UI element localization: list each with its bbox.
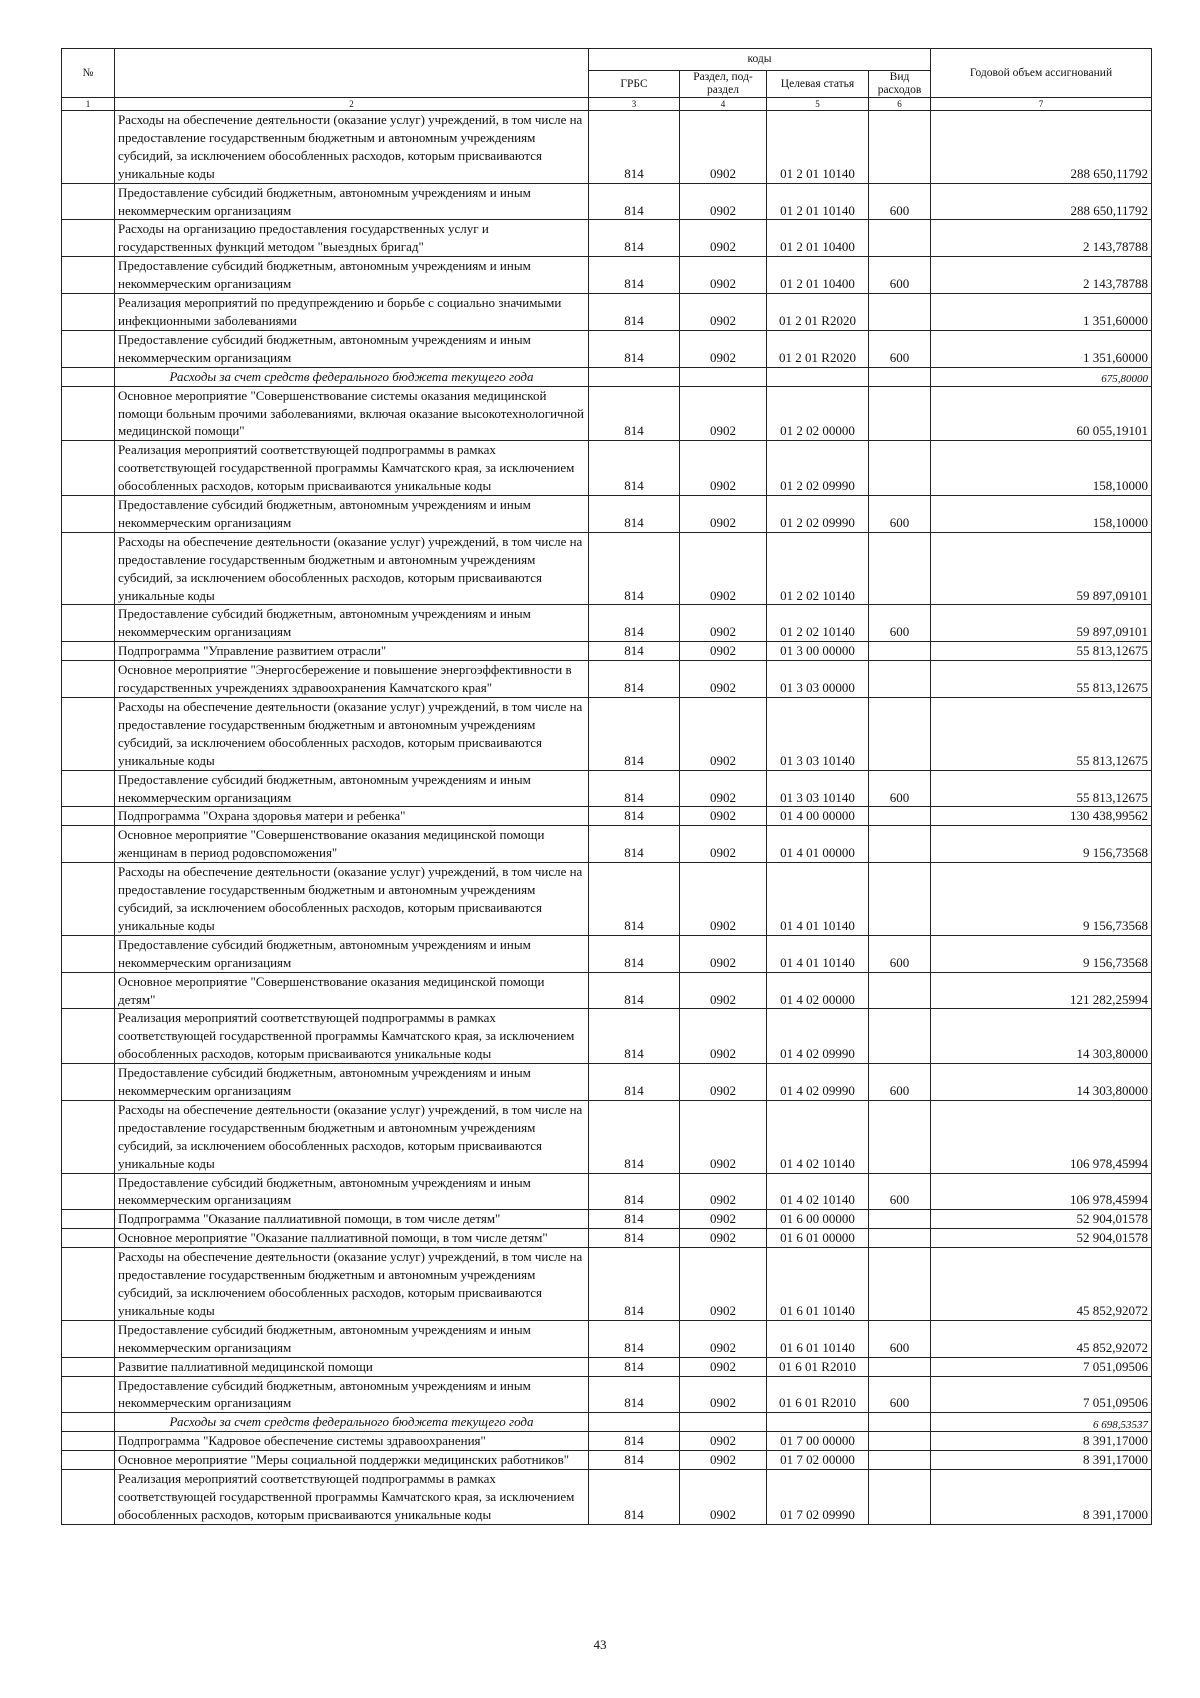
row-description: Предоставление субсидий бюджетным, автономным учреждениям и иным некоммерческим организациям: [115, 605, 589, 642]
row-number-cell: [62, 1210, 115, 1229]
expense-type-cell: [869, 1248, 931, 1321]
row-number-cell: [62, 807, 115, 826]
row-description: Подпрограмма "Охрана здоровья матери и ребенка": [115, 807, 589, 826]
grbs-cell: 814: [589, 1210, 680, 1229]
row-number-cell: [62, 605, 115, 642]
expense-type-cell: 600: [869, 257, 931, 294]
table-row: [62, 1470, 1152, 1525]
table-row: [62, 1229, 1152, 1248]
row-description: Предоставление субсидий бюджетным, автономным учреждениям и иным некоммерческим организациям: [115, 330, 589, 367]
grbs-cell: 814: [589, 257, 680, 294]
target-article-cell: 01 4 00 00000: [767, 807, 869, 826]
amount-cell: 7 051,09506: [931, 1376, 1152, 1413]
row-number-cell: [62, 1009, 115, 1064]
budget-allocation-table: [61, 48, 1152, 1525]
table-row: [62, 386, 1152, 441]
grbs-cell: 814: [589, 532, 680, 605]
expense-type-cell: [869, 1229, 931, 1248]
table-row: [62, 698, 1152, 771]
expense-type-cell: [869, 807, 931, 826]
expense-type-cell: [869, 1357, 931, 1376]
grbs-cell: 814: [589, 863, 680, 936]
expense-type-cell: [869, 111, 931, 184]
amount-cell: 675,80000: [931, 367, 1152, 386]
amount-cell: 55 813,12675: [931, 698, 1152, 771]
column-number: 2: [115, 98, 589, 111]
row-number-cell: [62, 698, 115, 771]
header-section: Раздел, под-раздел: [680, 71, 767, 98]
amount-cell: 14 303,80000: [931, 1064, 1152, 1101]
target-article-cell: 01 2 02 09990: [767, 496, 869, 533]
target-article-cell: 01 4 01 00000: [767, 826, 869, 863]
grbs-cell: 814: [589, 1357, 680, 1376]
grbs-cell: 814: [589, 1064, 680, 1101]
expense-type-cell: [869, 1451, 931, 1470]
row-description: Предоставление субсидий бюджетным, автономным учреждениям и иным некоммерческим организациям: [115, 935, 589, 972]
row-description: Предоставление субсидий бюджетным, автономным учреждениям и иным некоммерческим организациям: [115, 770, 589, 807]
target-article-cell: 01 2 01 10400: [767, 257, 869, 294]
target-article-cell: 01 4 02 10140: [767, 1173, 869, 1210]
row-number-cell: [62, 294, 115, 331]
note-description: Расходы за счет средств федерального бюджета текущего года: [115, 367, 589, 386]
section-cell: 0902: [680, 1009, 767, 1064]
table-row: [62, 605, 1152, 642]
grbs-cell: 814: [589, 642, 680, 661]
grbs-cell: [589, 1413, 680, 1432]
column-number: 5: [767, 98, 869, 111]
row-number-cell: [62, 330, 115, 367]
expense-type-cell: 600: [869, 770, 931, 807]
expense-type-cell: 600: [869, 330, 931, 367]
grbs-cell: 814: [589, 496, 680, 533]
amount-cell: 288 650,11792: [931, 111, 1152, 184]
grbs-cell: 814: [589, 183, 680, 220]
target-article-cell: 01 4 02 00000: [767, 972, 869, 1009]
row-number-cell: [62, 863, 115, 936]
section-cell: 0902: [680, 111, 767, 184]
section-cell: 0902: [680, 1432, 767, 1451]
expense-type-cell: 600: [869, 1064, 931, 1101]
amount-cell: 130 438,99562: [931, 807, 1152, 826]
federal-budget-note-row: [62, 1413, 1152, 1432]
target-article-cell: 01 6 00 00000: [767, 1210, 869, 1229]
expense-type-cell: [869, 532, 931, 605]
section-cell: 0902: [680, 257, 767, 294]
expense-type-cell: [869, 294, 931, 331]
grbs-cell: 814: [589, 770, 680, 807]
target-article-cell: 01 7 02 09990: [767, 1470, 869, 1525]
row-number-cell: [62, 770, 115, 807]
table-row: [62, 972, 1152, 1009]
header-target-article: Целевая статья: [767, 71, 869, 98]
grbs-cell: 814: [589, 441, 680, 496]
expense-type-cell: 600: [869, 1173, 931, 1210]
amount-cell: 14 303,80000: [931, 1009, 1152, 1064]
note-description: Расходы за счет средств федерального бюджета текущего года: [115, 1413, 589, 1432]
target-article-cell: 01 3 03 10140: [767, 770, 869, 807]
table-row: [62, 1064, 1152, 1101]
target-article-cell: 01 2 01 10140: [767, 183, 869, 220]
row-number-cell: [62, 1064, 115, 1101]
table-row: [62, 257, 1152, 294]
expense-type-cell: [869, 1210, 931, 1229]
section-cell: 0902: [680, 386, 767, 441]
expense-type-cell: [869, 386, 931, 441]
section-cell: [680, 1413, 767, 1432]
grbs-cell: 814: [589, 1432, 680, 1451]
expense-type-cell: [869, 698, 931, 771]
section-cell: 0902: [680, 1248, 767, 1321]
target-article-cell: 01 3 03 00000: [767, 661, 869, 698]
expense-type-cell: [869, 661, 931, 698]
target-article-cell: 01 6 01 R2010: [767, 1357, 869, 1376]
target-article-cell: [767, 1413, 869, 1432]
section-cell: 0902: [680, 972, 767, 1009]
row-description: Реализация мероприятий соответствующей подпрограммы в рамках соответствующей государственной программы Камчатского края, за исключением обособленных расходов, которым присваиваются уникальные коды: [115, 441, 589, 496]
header-annual-volume: Годовой объем ассигнований: [931, 49, 1152, 98]
row-description: Расходы на обеспечение деятельности (оказание услуг) учреждений, в том числе на предоставление государственным бюджетным и автономным учреждениям субсидий, за исключением обособленных расходов, которым присваиваются уникальные коды: [115, 1248, 589, 1321]
row-number-cell: [62, 826, 115, 863]
grbs-cell: 814: [589, 1100, 680, 1173]
grbs-cell: 814: [589, 111, 680, 184]
row-description: Предоставление субсидий бюджетным, автономным учреждениям и иным некоммерческим организациям: [115, 257, 589, 294]
table-row: [62, 1100, 1152, 1173]
target-article-cell: 01 7 02 00000: [767, 1451, 869, 1470]
amount-cell: 60 055,19101: [931, 386, 1152, 441]
amount-cell: 158,10000: [931, 496, 1152, 533]
row-number-cell: [62, 642, 115, 661]
expense-type-cell: 600: [869, 496, 931, 533]
expense-type-cell: [869, 1100, 931, 1173]
row-number-cell: [62, 257, 115, 294]
grbs-cell: 814: [589, 972, 680, 1009]
grbs-cell: 814: [589, 698, 680, 771]
amount-cell: 106 978,45994: [931, 1100, 1152, 1173]
row-number-cell: [62, 1376, 115, 1413]
section-cell: 0902: [680, 1064, 767, 1101]
expense-type-cell: [869, 863, 931, 936]
row-description: Основное мероприятие "Оказание паллиативной помощи, в том числе детям": [115, 1229, 589, 1248]
table-row: [62, 441, 1152, 496]
target-article-cell: 01 4 01 10140: [767, 863, 869, 936]
section-cell: 0902: [680, 935, 767, 972]
target-article-cell: 01 2 02 10140: [767, 605, 869, 642]
section-cell: 0902: [680, 1173, 767, 1210]
table-row: [62, 294, 1152, 331]
table-body: [62, 111, 1152, 1525]
table-row: [62, 661, 1152, 698]
amount-cell: 7 051,09506: [931, 1357, 1152, 1376]
amount-cell: 55 813,12675: [931, 770, 1152, 807]
section-cell: 0902: [680, 496, 767, 533]
row-description: Основное мероприятие "Совершенствование оказания медицинской помощи женщинам в период родовспоможения": [115, 826, 589, 863]
grbs-cell: 814: [589, 1451, 680, 1470]
table-row: [62, 1009, 1152, 1064]
row-description: Основное мероприятие "Совершенствование системы оказания медицинской помощи больным прочими заболеваниями, включая оказание высокотехнологичной медицинской помощи": [115, 386, 589, 441]
amount-cell: 288 650,11792: [931, 183, 1152, 220]
row-description: Реализация мероприятий по предупреждению и борьбе с социально значимыми инфекционными заболеваниями: [115, 294, 589, 331]
column-number: 4: [680, 98, 767, 111]
grbs-cell: 814: [589, 1376, 680, 1413]
expense-type-cell: [869, 1413, 931, 1432]
amount-cell: 52 904,01578: [931, 1210, 1152, 1229]
target-article-cell: 01 6 01 R2010: [767, 1376, 869, 1413]
section-cell: 0902: [680, 770, 767, 807]
row-description: Подпрограмма "Управление развитием отрасли": [115, 642, 589, 661]
table-row: [62, 183, 1152, 220]
amount-cell: 1 351,60000: [931, 330, 1152, 367]
header-codes: коды: [589, 49, 931, 71]
amount-cell: 8 391,17000: [931, 1470, 1152, 1525]
row-description: Развитие паллиативной медицинской помощи: [115, 1357, 589, 1376]
target-article-cell: 01 4 02 10140: [767, 1100, 869, 1173]
row-description: Реализация мероприятий соответствующей подпрограммы в рамках соответствующей государственной программы Камчатского края, за исключением обособленных расходов, которым присваиваются уникальные коды: [115, 1009, 589, 1064]
expense-type-cell: [869, 441, 931, 496]
grbs-cell: 814: [589, 807, 680, 826]
table-row: [62, 532, 1152, 605]
grbs-cell: 814: [589, 605, 680, 642]
expense-type-cell: [869, 826, 931, 863]
target-article-cell: 01 2 02 00000: [767, 386, 869, 441]
target-article-cell: 01 6 01 00000: [767, 1229, 869, 1248]
row-number-cell: [62, 661, 115, 698]
grbs-cell: 814: [589, 1009, 680, 1064]
amount-cell: 59 897,09101: [931, 532, 1152, 605]
row-description: Основное мероприятие "Совершенствование оказания медицинской помощи детям": [115, 972, 589, 1009]
table-row: [62, 220, 1152, 257]
section-cell: 0902: [680, 1451, 767, 1470]
expense-type-cell: [869, 1009, 931, 1064]
row-number-cell: [62, 935, 115, 972]
row-number-cell: [62, 220, 115, 257]
expense-type-cell: [869, 1432, 931, 1451]
column-number: 6: [869, 98, 931, 111]
expense-type-cell: [869, 220, 931, 257]
section-cell: 0902: [680, 532, 767, 605]
table-row: [62, 826, 1152, 863]
section-cell: 0902: [680, 863, 767, 936]
expense-type-cell: 600: [869, 1320, 931, 1357]
row-number-cell: [62, 1470, 115, 1525]
target-article-cell: 01 6 01 10140: [767, 1320, 869, 1357]
amount-cell: 158,10000: [931, 441, 1152, 496]
amount-cell: 59 897,09101: [931, 605, 1152, 642]
target-article-cell: [767, 367, 869, 386]
header-expense-type: Вид расходов: [869, 71, 931, 98]
row-description: Реализация мероприятий соответствующей подпрограммы в рамках соответствующей государственной программы Камчатского края, за исключением обособленных расходов, которым присваиваются уникальные коды: [115, 1470, 589, 1525]
section-cell: 0902: [680, 294, 767, 331]
expense-type-cell: [869, 972, 931, 1009]
grbs-cell: 814: [589, 220, 680, 257]
table-row: [62, 1376, 1152, 1413]
target-article-cell: 01 2 02 10140: [767, 532, 869, 605]
row-description: Расходы на обеспечение деятельности (оказание услуг) учреждений, в том числе на предоставление государственным бюджетным и автономным учреждениям субсидий, за исключением обособленных расходов, которым присваиваются уникальные коды: [115, 532, 589, 605]
section-cell: 0902: [680, 1100, 767, 1173]
column-number: 7: [931, 98, 1152, 111]
section-cell: 0902: [680, 661, 767, 698]
expense-type-cell: 600: [869, 1376, 931, 1413]
expense-type-cell: 600: [869, 605, 931, 642]
grbs-cell: 814: [589, 1248, 680, 1321]
table-row: [62, 770, 1152, 807]
section-cell: 0902: [680, 698, 767, 771]
row-number-cell: [62, 1451, 115, 1470]
table-row: [62, 1451, 1152, 1470]
amount-cell: 55 813,12675: [931, 642, 1152, 661]
amount-cell: 2 143,78788: [931, 257, 1152, 294]
row-description: Расходы на обеспечение деятельности (оказание услуг) учреждений, в том числе на предоставление государственным бюджетным и автономным учреждениям субсидий, за исключением обособленных расходов, которым присваиваются уникальные коды: [115, 111, 589, 184]
row-number-cell: [62, 496, 115, 533]
row-number-cell: [62, 1229, 115, 1248]
section-cell: 0902: [680, 1229, 767, 1248]
row-number-cell: [62, 367, 115, 386]
section-cell: 0902: [680, 1210, 767, 1229]
column-number: 1: [62, 98, 115, 111]
row-number-cell: [62, 1357, 115, 1376]
row-number-cell: [62, 532, 115, 605]
row-description: Предоставление субсидий бюджетным, автономным учреждениям и иным некоммерческим организациям: [115, 1064, 589, 1101]
amount-cell: 45 852,92072: [931, 1320, 1152, 1357]
target-article-cell: 01 3 00 00000: [767, 642, 869, 661]
grbs-cell: 814: [589, 330, 680, 367]
table-row: [62, 111, 1152, 184]
amount-cell: 9 156,73568: [931, 826, 1152, 863]
grbs-cell: 814: [589, 1229, 680, 1248]
amount-cell: 45 852,92072: [931, 1248, 1152, 1321]
row-description: Предоставление субсидий бюджетным, автономным учреждениям и иным некоммерческим организациям: [115, 1173, 589, 1210]
row-description: Расходы на организацию предоставления государственных услуг и государственных функций методом "выездных бригад": [115, 220, 589, 257]
section-cell: 0902: [680, 330, 767, 367]
table-row: [62, 642, 1152, 661]
table-row: [62, 330, 1152, 367]
target-article-cell: 01 2 01 R2020: [767, 330, 869, 367]
row-number-cell: [62, 1432, 115, 1451]
row-number-cell: [62, 1173, 115, 1210]
row-description: Предоставление субсидий бюджетным, автономным учреждениям и иным некоммерческим организациям: [115, 496, 589, 533]
amount-cell: 8 391,17000: [931, 1451, 1152, 1470]
amount-cell: 6 698,53537: [931, 1413, 1152, 1432]
target-article-cell: 01 4 01 10140: [767, 935, 869, 972]
row-description: Предоставление субсидий бюджетным, автономным учреждениям и иным некоммерческим организациям: [115, 1376, 589, 1413]
row-description: Подпрограмма "Кадровое обеспечение системы здравоохранения": [115, 1432, 589, 1451]
expense-type-cell: [869, 1470, 931, 1525]
table-row: [62, 1210, 1152, 1229]
target-article-cell: 01 2 01 10140: [767, 111, 869, 184]
expense-type-cell: 600: [869, 183, 931, 220]
grbs-cell: 814: [589, 1173, 680, 1210]
header-number: №: [62, 49, 115, 98]
section-cell: 0902: [680, 807, 767, 826]
row-number-cell: [62, 1413, 115, 1432]
header-grbs: ГРБС: [589, 71, 680, 98]
section-cell: 0902: [680, 605, 767, 642]
amount-cell: 9 156,73568: [931, 863, 1152, 936]
row-number-cell: [62, 386, 115, 441]
grbs-cell: 814: [589, 826, 680, 863]
target-article-cell: 01 2 02 09990: [767, 441, 869, 496]
expense-type-cell: 600: [869, 935, 931, 972]
grbs-cell: 814: [589, 1320, 680, 1357]
row-number-cell: [62, 111, 115, 184]
row-description: Расходы на обеспечение деятельности (оказание услуг) учреждений, в том числе на предоставление государственным бюджетным и автономным учреждениям субсидий, за исключением обособленных расходов, которым присваиваются уникальные коды: [115, 698, 589, 771]
row-number-cell: [62, 1320, 115, 1357]
target-article-cell: 01 3 03 10140: [767, 698, 869, 771]
row-number-cell: [62, 1248, 115, 1321]
target-article-cell: 01 4 02 09990: [767, 1064, 869, 1101]
table-row: [62, 496, 1152, 533]
row-description: Расходы на обеспечение деятельности (оказание услуг) учреждений, в том числе на предоставление государственным бюджетным и автономным учреждениям субсидий, за исключением обособленных расходов, которым присваиваются уникальные коды: [115, 1100, 589, 1173]
section-cell: 0902: [680, 642, 767, 661]
header-description: [115, 49, 589, 98]
row-description: Предоставление субсидий бюджетным, автономным учреждениям и иным некоммерческим организациям: [115, 183, 589, 220]
amount-cell: 9 156,73568: [931, 935, 1152, 972]
expense-type-cell: [869, 367, 931, 386]
target-article-cell: 01 7 00 00000: [767, 1432, 869, 1451]
section-cell: 0902: [680, 220, 767, 257]
grbs-cell: 814: [589, 661, 680, 698]
table-row: [62, 863, 1152, 936]
amount-cell: 106 978,45994: [931, 1173, 1152, 1210]
amount-cell: 1 351,60000: [931, 294, 1152, 331]
row-description: Предоставление субсидий бюджетным, автономным учреждениям и иным некоммерческим организациям: [115, 1320, 589, 1357]
section-cell: 0902: [680, 1470, 767, 1525]
section-cell: 0902: [680, 1320, 767, 1357]
expense-type-cell: [869, 642, 931, 661]
federal-budget-note-row: [62, 367, 1152, 386]
amount-cell: 121 282,25994: [931, 972, 1152, 1009]
amount-cell: 2 143,78788: [931, 220, 1152, 257]
section-cell: 0902: [680, 1376, 767, 1413]
target-article-cell: 01 2 01 R2020: [767, 294, 869, 331]
row-number-cell: [62, 972, 115, 1009]
table-row: [62, 1248, 1152, 1321]
table-row: [62, 935, 1152, 972]
row-number-cell: [62, 441, 115, 496]
row-number-cell: [62, 1100, 115, 1173]
grbs-cell: 814: [589, 935, 680, 972]
column-number: 3: [589, 98, 680, 111]
target-article-cell: 01 4 02 09990: [767, 1009, 869, 1064]
row-description: Основное мероприятие "Энергосбережение и повышение энергоэффективности в государственных учреждениях здравоохранения Камчатского края": [115, 661, 589, 698]
amount-cell: 8 391,17000: [931, 1432, 1152, 1451]
section-cell: 0902: [680, 183, 767, 220]
section-cell: [680, 367, 767, 386]
grbs-cell: 814: [589, 1470, 680, 1525]
target-article-cell: 01 6 01 10140: [767, 1248, 869, 1321]
section-cell: 0902: [680, 826, 767, 863]
section-cell: 0902: [680, 441, 767, 496]
row-description: Подпрограмма "Оказание паллиативной помощи, в том числе детям": [115, 1210, 589, 1229]
section-cell: 0902: [680, 1357, 767, 1376]
row-number-cell: [62, 183, 115, 220]
row-description: Основное мероприятие "Меры социальной поддержки медицинских работников": [115, 1451, 589, 1470]
amount-cell: 55 813,12675: [931, 661, 1152, 698]
amount-cell: 52 904,01578: [931, 1229, 1152, 1248]
row-description: Расходы на обеспечение деятельности (оказание услуг) учреждений, в том числе на предоставление государственным бюджетным и автономным учреждениям субсидий, за исключением обособленных расходов, которым присваиваются уникальные коды: [115, 863, 589, 936]
page-number: 43: [593, 1637, 607, 1652]
target-article-cell: 01 2 01 10400: [767, 220, 869, 257]
grbs-cell: 814: [589, 294, 680, 331]
table-row: [62, 1432, 1152, 1451]
grbs-cell: [589, 367, 680, 386]
table-row: [62, 807, 1152, 826]
table-row: [62, 1173, 1152, 1210]
table-row: [62, 1320, 1152, 1357]
grbs-cell: 814: [589, 386, 680, 441]
table-row: [62, 1357, 1152, 1376]
